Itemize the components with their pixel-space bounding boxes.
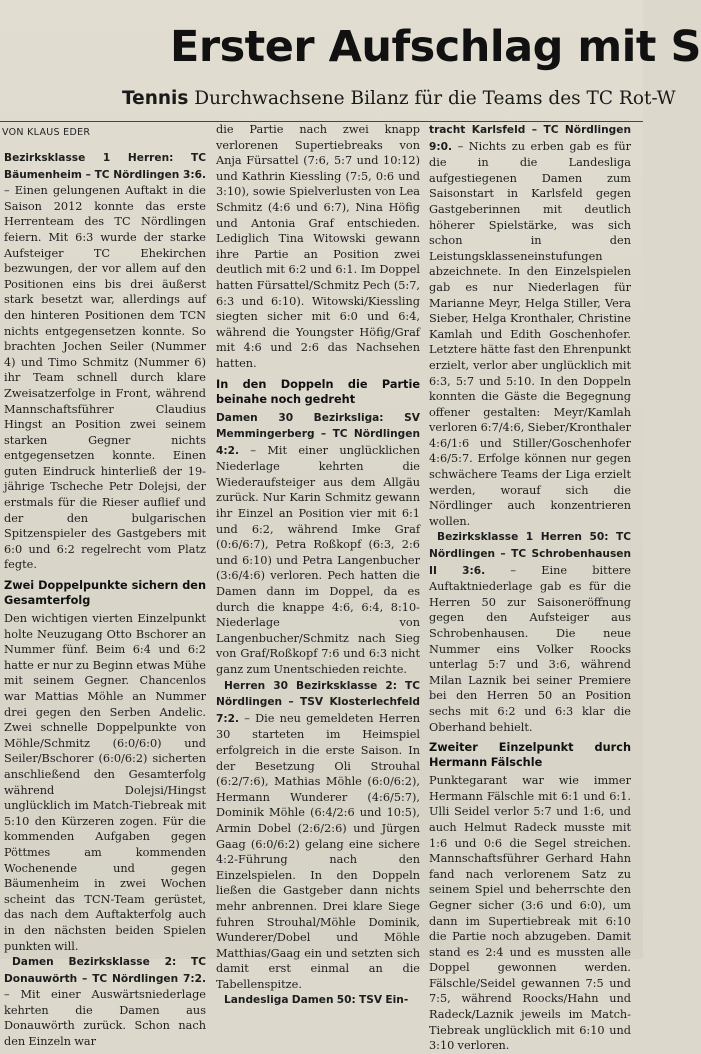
paragraph	[216, 410, 420, 678]
article-column-3	[429, 122, 631, 1054]
paragraph: Den wichtigen vierten Einzelpunkt holte Neuzugang Otto Bschorer an Nummer fünf. Beim 6:4 und 6:2 hatte er nur zu Beginn etwas Mühe mit seinem Gegner. Chancenlos war Mattias Möhle an Nummer drei gegen den Serben Andelic. Zwei schnelle Doppelpunkte von Möhle/Schmitz (6:0/6:0) und Seiler/Bschorer (6:0/6:2) sicherten anschließend den Gesamterfolg während Dolejsi/Hingst unglücklich im Match-Tiebreak mit 5:10 den Kürzeren zogen. Für die kommenden Aufgaben gegen Pöttmes am kommenden Wochenende und gegen Bäumenheim in zwei Wochen scheint das TCN-Team gerüstet, das nach dem Auftakterfolg auch in den nächsten beiden Spielen punkten will.	[4, 612, 206, 953]
byline: VON KLAUS EDER	[2, 127, 91, 138]
subheadline	[122, 88, 676, 109]
match-heading: Herren 30 Bezirksklasse 2: TC Nördlingen – TSV Klosterlechfeld 7:2.	[216, 679, 420, 725]
intertitle: Zwei Doppelpunkte sichern den Gesamterfolg	[4, 579, 206, 608]
match-heading: Damen Bezirksklasse 2: TC Donauwörth – TC Nördlingen 7:2.	[4, 956, 206, 985]
paragraph-text: – Mit einer unglücklichen Niederlage kehrten die Wiederaufsteiger aus dem Allgäu zurück. Nur Karin Schmitz gewann ihr Einzel an Position vier mit 6:1 und 6:2, während Imke Graf (0:6/6:7), Petra Roßkopf (6:3, 2:6 und 6:10) und Petra Langenbucher (3:6/4:6) verloren. Pech hatten die Damen dann im Doppel, da es durch die knappe 4:6, 6:4, 8:10-Niederlage von Langenbucher/Schmitz nach Sieg von Graf/Roßkopf 7:6 und 6:3 nicht ganz zum Unentschieden reichte.	[216, 443, 420, 676]
match-heading: Damen 30 Bezirksliga: SV Memmingerberg – TC Nördlingen 4:2.	[216, 411, 420, 457]
paragraph: die Partie nach zwei knapp verlorenen Supertiebreaks von Anja Fürsattel (7:6, 5:7 und 10:12) und Kathrin Kiessling (7:5, 0:6 und 3:10), sowie Spielverlusten von Lea Schmitz (4:6 und 6:7), Nina Höfig und Antonia Graf entschieden. Lediglich Tina Witowski gewann ihre Partie an Position zwei deutlich mit 6:2 und 6:1. Im Doppel hatten Fürsattel/Schmitz Pech (5:7, 6:3 und 6:10). Witowski/Kiessling siegten sicher mit 6:0 und 6:4, während die Youngster Höfig/Graf mit 4:6 und 2:6 das Nachsehen hatten.	[216, 123, 420, 370]
paragraph-text: – Nichts zu erben gab es für die in die Landesliga aufgestiegenen Damen zum Saisonstart in Karlsfeld gegen Gastgeberinnen mit deutlich höherer Spielstärke, was sich schon in den Leistungsklasseneinstufungen abzeichnete. In den Einzelspielen gab es nur Niederlagen für Marianne Meyr, Helga Stiller, Vera Sieber, Helga Kronthaler, Christine Kamlah und Edith Goschenhofer. Letztere hätte fast den Ehrenpunkt erzielt, verlor aber unglücklich mit 6:3, 5:7 und 5:10. In den Doppeln konnten die Gäste die Begegnung offener gestalten: Meyr/Kamlah verloren 6:7/4:6, Sieber/Kronthaler 4:6/1:6 und Stiller/Goschenhofer 4:6/5:7. Erfolge können nur gegen schwächere Teams der Liga erzielt werden, worauf sich die Nördlinger auch konzentrieren wollen.	[429, 139, 631, 528]
paragraph	[429, 529, 631, 735]
subheadline-text: Durchwachsene Bilanz für die Teams des TC Rot-W	[194, 88, 676, 109]
paragraph	[4, 150, 206, 573]
paragraph-text: – Eine bittere Auftaktniederlage gab es für die Herren 50 zur Saisoneröffnung gegen den Aufsteiger aus Schrobenhausen. Die neue Nummer eins Volker Roocks unterlag 5:7 und 3:6, während Milan Laznik bei seiner Premiere bei den Herren 50 an Position sechs mit 6:2 und 6:3 klar die Oberhand behielt.	[429, 563, 631, 734]
intertitle: Zweiter Einzelpunkt durch Hermann Fälschle	[429, 741, 631, 770]
headline: Erster Aufschlag mit S	[170, 22, 701, 72]
paragraph-text: – Die neu gemeldeten Herren 30 starteten im Heimspiel erfolgreich in die erste Saison. In der Besetzung Oli Strouhal (6:2/7:6), Mathias Möhle (6:0/6:2), Hermann Wunderer (4:6/5:7), Dominik Möhle (6:4/2:6 und 10:5), Armin Dobel (2:6/2:6) und Jürgen Gaag (6:0/6:2) gelang eine sichere 4:2-Führung nach den Einzelspielen. In den Doppeln ließen die Gastgeber dann nichts mehr anbrennen. Drei klare Siege fuhren Strouhal/Möhle Dominik, Wunderer/Dobel und Möhle Matthias/Gaag ein und setzten sich damit erst einmal an die Tabellenspitze.	[216, 711, 420, 991]
intertitle: In den Doppeln die Partie beinahe noch gedreht	[216, 377, 420, 406]
paragraph	[216, 678, 420, 993]
paragraph-text: – Einen gelungenen Auftakt in die Saison 2012 konnte das erste Herrenteam des TC Nördlingen feiern. Mit 6:3 wurde der starke Aufsteiger TC Ehekirchen bezwungen, der vor allem auf den Positionen eins bis drei äußerst stark besetzt war, allerdings auf den hinteren Positionen dem TCN nichts entgegensetzen konnte. So brachten Jochen Seiler (Nummer 4) und Timo Schmitz (Nummer 6) ihr Team schnell durch klare Zweisatzerfolge in Front, während Mannschaftsführer Claudius Hingst an Position zwei seinem starken Gegner nichts entgegensetzen konnte. Einen guten Eindruck hinterließ der 19-jährige Tscheche Petr Dolejsi, der erstmals für die Rieser auflief und der den bulgarischen Spitzenspieler des Gastgebers mit 6:0 und 6:2 regelrecht vom Platz fegte.	[4, 184, 206, 572]
match-heading: Landesliga Damen 50: TSV Ein-	[224, 994, 409, 1007]
match-heading: Bezirksklasse 1 Herren: TC Bäumenheim – TC Nördlingen 3:6.	[4, 152, 206, 181]
match-heading: tracht Karlsfeld – TC Nördlingen 9:0.	[429, 124, 631, 153]
article-column-2	[216, 122, 420, 1009]
paragraph-text: – Mit einer Auswärtsniederlage kehrten die Damen aus Donauwörth zurück. Schon nach den Einzeln war	[4, 988, 206, 1049]
paragraph	[4, 954, 206, 1050]
match-heading: Bezirksklasse 1 Herren 50: TC Nördlingen – TC Schrobenhausen II 3:6.	[429, 531, 631, 577]
article-column-1	[4, 150, 206, 1050]
paragraph	[429, 122, 631, 529]
section-kicker: Tennis	[122, 88, 189, 109]
paragraph: Punktegarant war wie immer Hermann Fälschle mit 6:1 und 6:1. Ulli Seidel verlor 5:7 und 1:6, und auch Helmut Radeck musste mit 1:6 und 0:6 die Segel streichen. Mannschaftsführer Gerhard Hahn fand nach verlorenem Satz zu seinem Spiel und beherrschte den Gegner sicher (3:6 und 6:0), um dann im Supertiebreak mit 6:10 die Partie noch abzugeben. Damit stand es 2:4 und es mussten alle Doppel gewonnen werden. Fälschle/Seidel gewannen 7:5 und 7:5, während Roocks/Hahn und Radeck/Laznik jeweils im Match-Tiebreak unglücklich mit 6:10 und 3:10 verloren.	[429, 774, 631, 1053]
paragraph	[216, 992, 420, 1009]
